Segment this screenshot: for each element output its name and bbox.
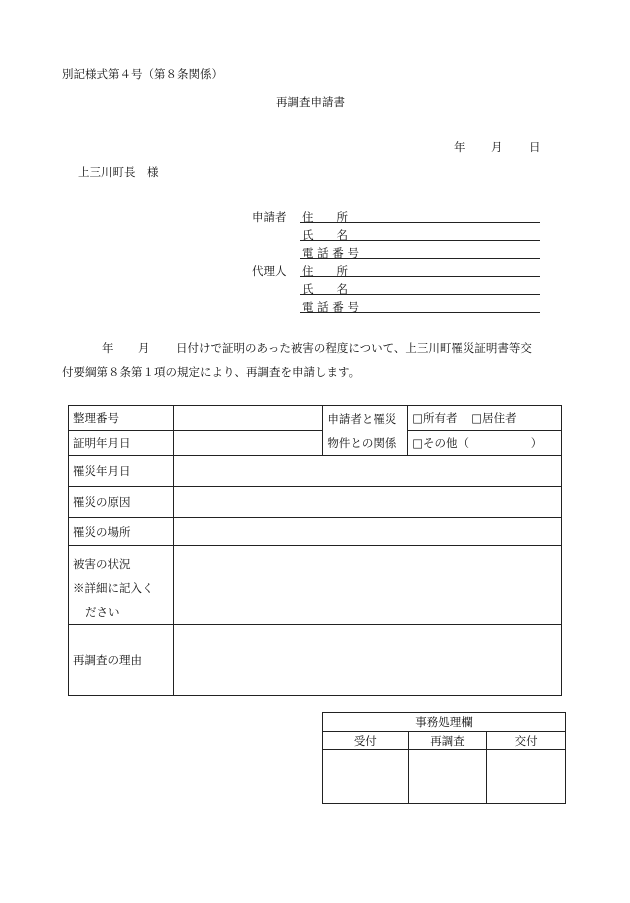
reference-number-field[interactable]	[173, 406, 323, 431]
damage-label	[69, 546, 174, 625]
agent-label: 代理人	[252, 264, 287, 278]
damage-field[interactable]	[173, 546, 561, 625]
agent-address-label: 住 所	[302, 264, 348, 278]
agent-address-field[interactable]	[300, 276, 540, 277]
reason-label: 再調査の理由	[69, 625, 174, 696]
disaster-cause-label: 罹災の原因	[69, 487, 174, 518]
certificate-date-label: 証明年月日	[69, 431, 174, 456]
damage-label-2: ※詳細に記入く	[73, 581, 154, 595]
page-title: 再調査申請書	[276, 95, 345, 109]
body-year: 年	[102, 341, 114, 355]
resident-checkbox[interactable]: □居住者	[471, 411, 517, 425]
relation-options-1	[408, 406, 562, 431]
office-receipt-cell[interactable]	[323, 750, 409, 804]
date-month: 月	[491, 140, 503, 154]
agent-name-field[interactable]	[300, 294, 540, 295]
disaster-location-field[interactable]	[173, 518, 561, 546]
form-label: 別記様式第４号（第８条関係）	[62, 67, 223, 81]
applicant-phone-field[interactable]	[300, 258, 540, 259]
agent-phone-field[interactable]	[300, 312, 540, 313]
other-close: ）	[530, 436, 543, 450]
disaster-location-label: 罹災の場所	[69, 518, 174, 546]
disaster-cause-field[interactable]	[173, 487, 561, 518]
office-title: 事務処理欄	[323, 713, 566, 732]
reference-number-label: 整理番号	[69, 406, 174, 431]
office-col-issuance: 交付	[487, 732, 566, 750]
body-line1: 日付けで証明のあった被害の程度について、上三川町罹災証明書等交	[176, 341, 532, 355]
disaster-date-field[interactable]	[173, 456, 561, 487]
office-col-receipt: 受付	[323, 732, 409, 750]
damage-label-1: 被害の状況	[73, 557, 131, 571]
office-col-reinvestigation: 再調査	[408, 732, 487, 750]
date-day: 日	[529, 140, 541, 154]
relation-label	[323, 406, 408, 456]
reason-field[interactable]	[173, 625, 561, 696]
owner-checkbox[interactable]: □所有者	[412, 411, 458, 425]
relation-label-2: 物件との関係	[327, 435, 397, 450]
certificate-date-field[interactable]	[173, 431, 323, 456]
relation-label-1: 申請者と罹災	[327, 411, 397, 426]
applicant-label: 申請者	[252, 210, 287, 224]
addressee: 上三川町長 様	[78, 165, 159, 179]
application-table	[68, 405, 562, 696]
other-checkbox[interactable]: □その他（	[412, 436, 470, 450]
applicant-name-label: 氏 名	[302, 228, 348, 242]
office-issuance-cell[interactable]	[487, 750, 566, 804]
office-use-table	[322, 712, 566, 804]
office-reinvestigation-cell[interactable]	[408, 750, 487, 804]
applicant-phone-label: 電 話 番 号	[302, 246, 359, 260]
applicant-address-label: 住 所	[302, 210, 348, 224]
relation-options-2	[408, 431, 562, 456]
applicant-name-field[interactable]	[300, 240, 540, 241]
disaster-date-label: 罹災年月日	[69, 456, 174, 487]
agent-name-label: 氏 名	[302, 282, 348, 296]
body-month: 月	[138, 341, 150, 355]
date-year: 年	[454, 140, 466, 154]
body-line2: 付要綱第８条第１項の規定により、再調査を申請します。	[62, 365, 361, 379]
agent-phone-label: 電 話 番 号	[302, 300, 359, 314]
damage-label-3: ださい	[85, 605, 120, 619]
applicant-address-field[interactable]	[300, 222, 540, 223]
